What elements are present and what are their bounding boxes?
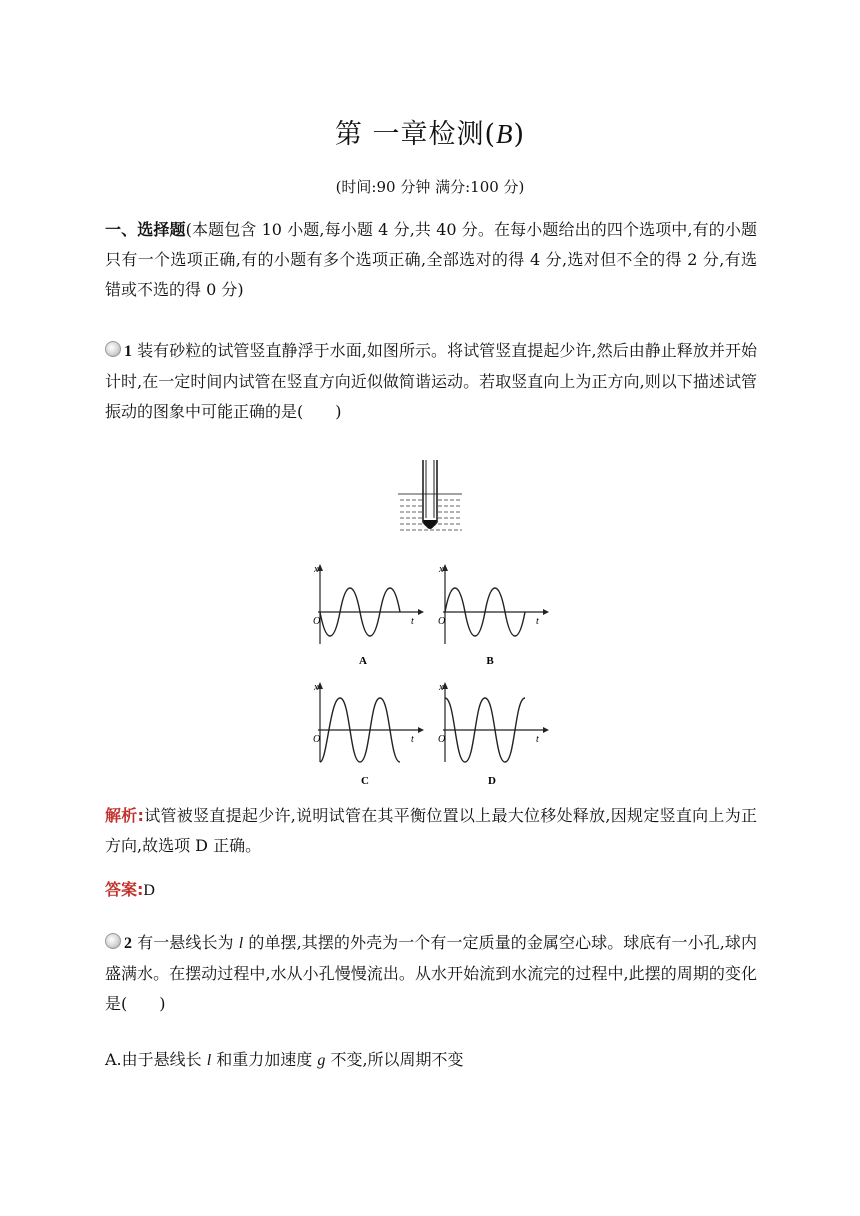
origin-label: O [438,616,446,627]
axis-label-t: t [536,734,539,745]
answer [105,877,155,900]
variable-l: l [238,935,244,952]
origin-label: O [313,734,321,745]
axis-label-t: t [536,616,539,627]
graph-b [435,562,550,672]
question-number: 2 [124,935,132,952]
question-text: 装有砂粒的试管竖直静浮于水面,如图所示。将试管竖直提起少许,然后由静止释放并开始计时,在一定时间内试管在竖直方向近似做简谐运动。若取竖直向上为正方向,则以下描述试管振动的图象中可能正确的是( ) [105,341,757,421]
option-a [105,1047,464,1070]
analysis-text: 试管被竖直提起少许,说明试管在其平衡位置以上最大位移处释放,因规定竖直向上为正方向,故选项 D 正确。 [105,806,757,855]
axis-label-x: x [439,564,444,575]
axis-label-x: x [439,682,444,693]
section-heading: 一、选择题 [105,220,186,239]
question-2 [105,928,757,1019]
analysis [105,801,757,861]
option-text: A.由于悬线长 [105,1050,207,1069]
axis-label-t: t [411,616,414,627]
axis-label-t: t [411,734,414,745]
graph-label: B [486,655,494,667]
answer-label: 答案: [105,880,144,899]
option-text: 和重力加速度 [211,1050,318,1069]
graph-label: A [359,655,367,667]
section-text: (本题包含 10 小题,每小题 4 分,共 40 分。在每小题给出的四个选项中,有的小题只有一个选项正确,有的小题有多个选项正确,全部选对的得 4 分,选对但不全的得 2 分,有选错或不选的得 0 分) [105,220,757,299]
question-text-part: 的单摆,其摆的外壳为一个有一定质量的金属空心球。球底有一小孔,球内盛满水。在摆动过程中,水从小孔慢慢流出。从水开始流到水流完的过程中,此摆的周期的变化是( ) [105,933,757,1013]
exam-info: (时间:90 分钟 满分:100 分) [335,178,525,196]
origin-label: O [438,734,446,745]
question-number: 1 [124,343,132,360]
variable-l: l [206,1052,212,1069]
question-text-part: 有一悬线长为 [132,933,239,952]
axis-label-x: x [314,682,319,693]
option-text: 不变,所以周期不变 [325,1050,464,1069]
question-marker-icon [105,933,121,949]
origin-label: O [313,616,321,627]
axis-label-x: x [314,564,319,575]
answer-value: D [143,882,155,899]
section-instructions [105,215,757,305]
variable-g: g [317,1052,326,1069]
graph-label: D [488,775,496,787]
test-tube-figure [390,458,470,538]
question-1 [105,336,757,427]
question-marker-icon [105,341,121,357]
analysis-label: 解析: [105,806,144,825]
graph-d [435,680,550,792]
graph-label: C [361,775,369,787]
graph-a [310,562,425,672]
page-title: 第 一章检测(B) [334,119,526,150]
graph-c [310,680,425,792]
sand-particles [423,520,437,529]
